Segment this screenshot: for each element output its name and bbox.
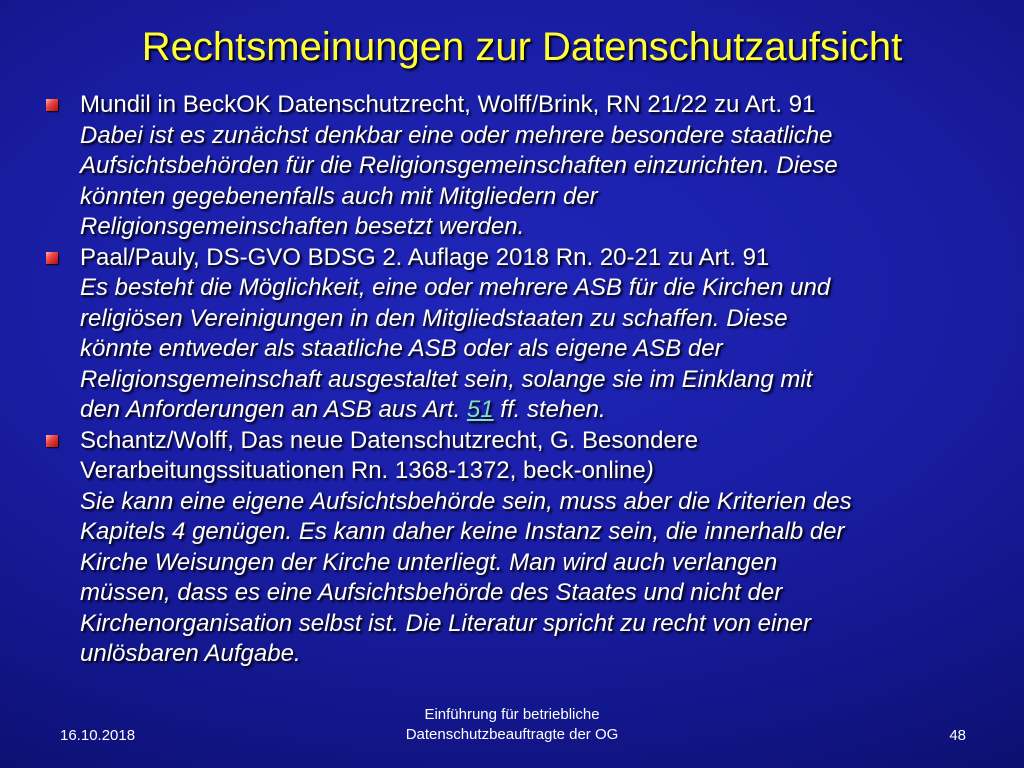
bullet-heading-end: ) xyxy=(645,457,654,484)
quote-line: Dabei ist es zunächst denkbar eine oder mehrere besondere staatliche xyxy=(80,121,833,149)
quote-line: könnte entweder als staatliche ASB oder als eigene ASB der xyxy=(80,335,723,362)
bullet-item-mundil xyxy=(46,90,1008,243)
square-bullet-icon xyxy=(46,252,58,264)
slide-title: Rechtsmeinungen zur Datenschutzaufsicht xyxy=(141,25,903,69)
page-number: 48 xyxy=(949,727,966,744)
quote-line: unlösbaren Aufgabe. xyxy=(80,640,301,667)
slide-content xyxy=(46,90,1008,670)
footer-title-line: Einführung für betriebliche xyxy=(424,706,600,723)
quote-line: Sie kann eine eigene Aufsichtsbehörde sein, muss aber die Kriterien des xyxy=(80,487,852,515)
bullet-heading xyxy=(80,456,1008,487)
footer-date: 16.10.2018 xyxy=(60,727,136,744)
quote-line: religiösen Vereinigungen in den Mitgliedstaaten zu schaffen. Diese xyxy=(80,304,788,332)
bullet-item-paal-pauly xyxy=(46,243,1008,426)
quote-line-text: den Anforderungen an ASB aus Art. xyxy=(80,396,467,423)
quote-line-with-link xyxy=(80,395,1008,426)
quote-line: Kapitels 4 genügen. Es kann daher keine Instanz sein, die innerhalb der xyxy=(80,518,845,545)
bullet-item-schantz-wolff xyxy=(46,426,1008,670)
quote-line: Religionsgemeinschaften besetzt werden. xyxy=(80,213,525,240)
quote-line: müssen, dass es eine Aufsichtsbehörde des Staates und nicht der xyxy=(80,579,783,606)
quote-line: Es besteht die Möglichkeit, eine oder mehrere ASB für die Kirchen und xyxy=(80,274,831,301)
bullet-heading-text: Verarbeitungssituationen Rn. 1368-1372, beck-online xyxy=(80,457,646,484)
square-bullet-icon xyxy=(46,99,58,111)
footer-title-line: Datenschutzbeauftragte der OG xyxy=(405,726,619,743)
bullet-heading: Schantz/Wolff, Das neue Datenschutzrecht, G. Besondere xyxy=(80,426,699,454)
footer-title xyxy=(362,705,662,745)
quote-line: Religionsgemeinschaft ausgestaltet sein, solange sie im Einklang mit xyxy=(80,365,813,393)
quote-line: könnten gegebenenfalls auch mit Mitgliedern der xyxy=(80,182,598,210)
square-bullet-icon xyxy=(46,435,58,447)
quote-line: Aufsichtsbehörden für die Religionsgemeinschaften einzurichten. Diese xyxy=(80,152,838,179)
quote-line: Kirchenorganisation selbst ist. Die Literatur spricht zu recht von einer xyxy=(80,609,812,637)
quote-line: Kirche Weisungen der Kirche unterliegt. Man wird auch verlangen xyxy=(80,548,778,576)
bullet-heading: Mundil in BeckOK Datenschutzrecht, Wolff/Brink, RN 21/22 zu Art. 91 xyxy=(80,91,816,118)
quote-line-text: ff. stehen. xyxy=(493,396,606,423)
article-51-link[interactable]: 51 xyxy=(466,396,494,423)
bullet-heading: Paal/Pauly, DS-GVO BDSG 2. Auflage 2018 Rn. 20-21 zu Art. 91 xyxy=(80,243,770,271)
